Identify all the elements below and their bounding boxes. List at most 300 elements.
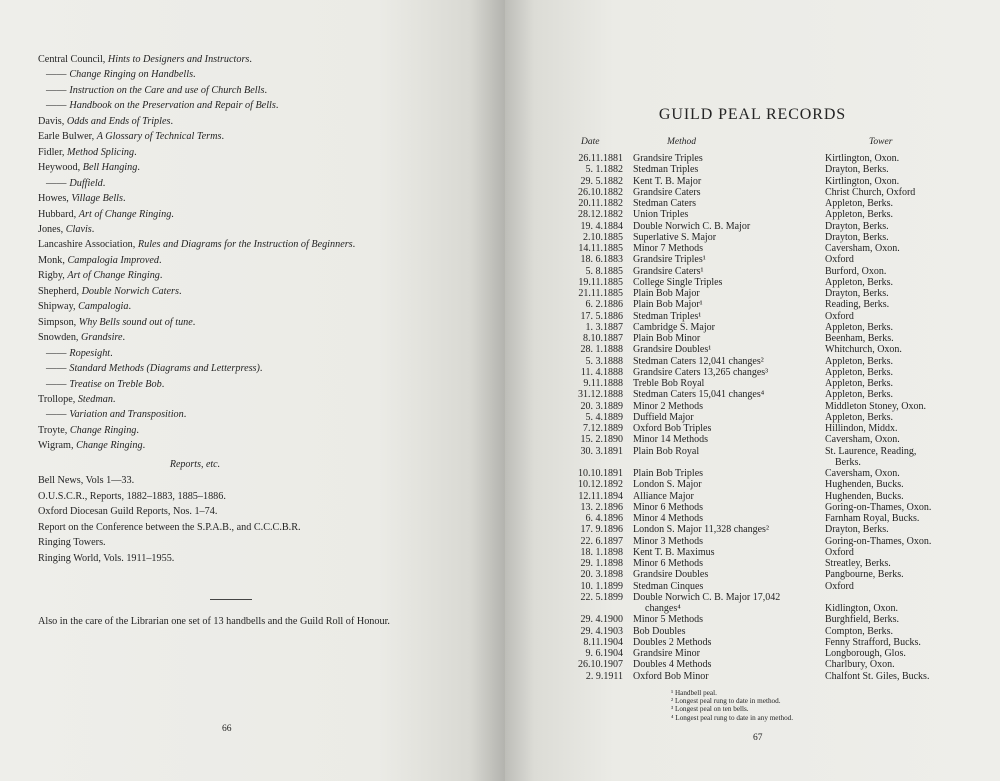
peal-tower [825, 581, 854, 592]
peal-date: 2.10.1885 [583, 231, 623, 243]
peal-method [633, 367, 768, 378]
peal-tower [825, 389, 893, 400]
tower-continuation: Berks. [835, 456, 861, 468]
work-title: Art of Change Ringing [67, 270, 160, 282]
tower-text: Charlbury, Oxon. [825, 659, 895, 671]
punctuation: . [159, 254, 162, 266]
peal-method [633, 592, 780, 615]
tower-text: Reading, Berks. [825, 299, 890, 311]
peal-method [633, 243, 703, 254]
sub-entry-dash: —— [46, 409, 67, 421]
peal-tower [825, 468, 900, 479]
peal-tower [825, 367, 893, 378]
table-row [505, 367, 1000, 378]
peal-date: 28. 1.1888 [580, 344, 623, 356]
table-row [505, 299, 1000, 310]
peal-tower [825, 401, 926, 412]
work-title: Campalogia [78, 301, 129, 313]
punctuation: . [183, 409, 187, 421]
peal-date: 1. 3.1887 [585, 321, 623, 333]
tower-text: Whitchurch, Oxon. [825, 344, 902, 356]
method-text: Bob Doubles [633, 625, 686, 637]
punctuation: . [102, 177, 106, 189]
peal-date: 29. 4.1903 [580, 625, 623, 637]
peal-tower [825, 434, 900, 445]
peal-tower [825, 277, 893, 288]
header-date: Date [581, 137, 600, 147]
footnotes [671, 689, 793, 722]
report-entry: Ringing World, Vols. 1911–1955. [38, 552, 175, 564]
peal-tower [825, 491, 904, 502]
peal-date: 10. 1.1899 [580, 580, 623, 592]
method-text: Minor 7 Methods [633, 243, 703, 254]
work-title: Campalogia Improved [67, 254, 160, 266]
work-title: Duffield [69, 177, 103, 189]
method-text: Stedman Caters 12,041 changes² [633, 355, 764, 367]
peal-method [633, 299, 703, 310]
peal-tower [825, 299, 889, 310]
sub-entry-dash: —— [46, 363, 67, 375]
table-row [505, 569, 1000, 580]
bibliography-entry [38, 299, 478, 314]
method-text: Minor 6 Methods [633, 558, 703, 569]
tower-text: Goring-on-Thames, Oxon. [825, 501, 932, 513]
sub-entry-dash: —— [46, 177, 67, 189]
method-text: Cambridge S. Major [633, 321, 715, 333]
method-text: Plain Bob Major [633, 288, 700, 299]
peal-tower [825, 266, 886, 277]
tower-text: Caversham, Oxon. [825, 468, 900, 479]
table-row [505, 164, 1000, 175]
tower-text: Oxford [825, 310, 854, 322]
peal-method [633, 626, 686, 637]
work-title: Method Splicing [67, 146, 135, 158]
table-row [505, 423, 1000, 434]
tower-text: Chalfont St. Giles, Bucks. [825, 670, 930, 682]
peal-tower [825, 198, 893, 209]
author: Hubbard, [38, 208, 79, 220]
peal-date: 6. 2.1886 [585, 299, 623, 311]
peal-tower [825, 176, 899, 187]
table-row [505, 187, 1000, 198]
peal-date: 2. 9.1911 [585, 670, 623, 682]
punctuation: . [249, 54, 252, 65]
peal-date: 11. 4.1888 [580, 366, 623, 378]
tower-text: Appleton, Berks. [825, 321, 894, 333]
table-row [505, 389, 1000, 400]
method-text: Stedman Cinques [633, 580, 704, 592]
punctuation: . [91, 223, 95, 235]
peal-date: 30. 3.1891 [580, 445, 623, 457]
author: Earle Bulwer, [38, 131, 97, 143]
peal-method [633, 648, 700, 659]
method-text: Oxford Bob Triples [633, 423, 712, 434]
tower-text: Drayton, Berks. [825, 524, 889, 536]
table-row [505, 209, 1000, 220]
bibliography-entry [38, 315, 478, 330]
tower-text: Appleton, Berks. [825, 366, 894, 378]
table-row [505, 378, 1000, 389]
table-row [505, 153, 1000, 164]
peal-tower [825, 164, 889, 175]
method-text: Kent T. B. Major [633, 175, 702, 187]
table-row [505, 626, 1000, 637]
peal-date: 29. 5.1882 [580, 175, 623, 187]
peal-method [633, 446, 699, 457]
work-title: Instruction on the Care and use of Church Bells [69, 84, 265, 96]
sub-entry-dash: —— [46, 347, 67, 359]
bibliography-entry [38, 361, 478, 376]
table-row [505, 322, 1000, 333]
peal-date: 17. 9.1896 [580, 524, 623, 536]
librarian-note: Also in the care of the Librarian one set of 13 handbells and the Guild Roll of Honour. [38, 616, 390, 627]
peal-tower [825, 626, 893, 637]
punctuation: . [192, 316, 196, 328]
peal-tower [825, 547, 854, 558]
peal-date: 20. 3.1898 [580, 569, 623, 581]
table-row [505, 547, 1000, 558]
peal-date: 5. 8.1885 [585, 265, 623, 277]
tower-text: Appleton, Berks. [825, 378, 894, 389]
peal-method [633, 614, 703, 625]
author: Wigram, [38, 440, 77, 452]
method-text: Stedman Caters [633, 198, 697, 209]
method-text: Oxford Bob Minor [633, 670, 709, 682]
peal-method [633, 479, 702, 490]
peal-method [633, 153, 703, 164]
bibliography-entry [38, 268, 478, 283]
method-text: Double Norwich C. B. Major 17,042 [633, 591, 781, 603]
peal-tower [825, 344, 902, 355]
tower-text: Hughenden, Bucks. [825, 479, 904, 491]
peal-method [633, 671, 709, 682]
footnote: ⁴ Longest peal rung to date in any method. [671, 713, 794, 722]
peal-method [633, 176, 701, 187]
method-text: Alliance Major [633, 490, 694, 502]
peal-date: 17. 5.1886 [580, 310, 623, 322]
peal-date: 12.11.1894 [578, 490, 623, 502]
method-text: Minor 4 Methods [633, 513, 703, 524]
peal-tower [825, 446, 916, 469]
peal-method [633, 558, 703, 569]
peal-method [633, 423, 711, 434]
peal-tower [825, 288, 889, 299]
method-text: Stedman Triples [633, 164, 699, 176]
peal-method [633, 659, 711, 670]
footnote: ³ Longest peal on ten bells. [671, 705, 749, 714]
peal-tower [825, 479, 904, 490]
bibliography-entry [38, 145, 478, 160]
bibliography-entry [38, 284, 478, 299]
tower-text: Oxford [825, 254, 854, 266]
author: Davis, [38, 115, 67, 127]
author: Howes, [38, 193, 72, 205]
page-title: GUILD PEAL RECORDS [658, 106, 847, 123]
author: Troyte, [38, 424, 70, 436]
peal-date: 22. 6.1897 [580, 535, 623, 547]
bibliography-entry [38, 52, 478, 67]
peal-tower [825, 187, 915, 198]
tower-text: Middleton Stoney, Oxon. [825, 400, 927, 412]
tower-text: Appleton, Berks. [825, 389, 894, 401]
tower-text: Kirtlington, Oxon. [825, 153, 900, 164]
peal-date: 9.11.1888 [583, 378, 623, 389]
bibliography-entry [38, 438, 478, 453]
table-row [505, 311, 1000, 322]
bibliography-list [38, 52, 478, 454]
peal-date: 5. 4.1889 [585, 411, 623, 423]
method-text: Doubles 4 Methods [633, 659, 712, 671]
punctuation: . [134, 146, 137, 158]
peal-date: 18. 1.1898 [580, 546, 623, 558]
work-title: Change Ringing [76, 440, 143, 452]
bibliography-entry [38, 222, 478, 237]
peal-method [633, 468, 703, 479]
page-number-right: 67 [753, 733, 763, 743]
sub-entry-dash: —— [46, 69, 67, 81]
tower-text: Pangbourne, Berks. [825, 569, 904, 581]
peal-tower [825, 524, 889, 535]
table-row [505, 232, 1000, 243]
work-title: Hints to Designers and Instructors [107, 54, 250, 65]
peal-method [633, 187, 700, 198]
punctuation: . [221, 131, 224, 143]
work-title: Rules and Diagrams for the Instruction of Beginners [137, 239, 353, 251]
peal-tower [825, 659, 895, 670]
peal-method [633, 502, 703, 513]
bibliography-entry [38, 377, 478, 392]
work-title: Clavis [65, 223, 92, 235]
tower-text: Caversham, Oxon. [825, 243, 900, 254]
peal-date: 8.10.1887 [583, 333, 623, 344]
table-row [505, 356, 1000, 367]
peal-date: 19. 4.1884 [580, 220, 623, 232]
peal-tower [825, 311, 854, 322]
peal-method [633, 412, 694, 423]
method-text: Superlative S. Major [633, 231, 717, 243]
peal-date: 26.10.1882 [578, 186, 623, 198]
peal-method [633, 491, 694, 502]
peal-tower [825, 412, 893, 423]
peal-method [633, 536, 703, 547]
peal-tower [825, 378, 893, 389]
punctuation: . [171, 208, 174, 220]
report-entry: Ringing Towers. [38, 537, 106, 549]
table-row [505, 592, 1000, 615]
tower-text: Caversham, Oxon. [825, 434, 900, 446]
tower-text: Appleton, Berks. [825, 198, 894, 209]
peal-date: 29. 4.1900 [580, 614, 623, 626]
peal-tower [825, 536, 931, 547]
peal-tower [825, 603, 898, 614]
right-page [505, 0, 1000, 781]
work-title: Ropesight [69, 347, 111, 359]
work-title: Variation and Transposition [69, 409, 184, 421]
peal-date: 21.11.1885 [578, 288, 623, 299]
method-text: Grandsire Doubles¹ [633, 344, 712, 356]
peal-method [633, 311, 701, 322]
method-text: Minor 3 Methods [633, 535, 703, 547]
sub-entry-dash: —— [46, 378, 67, 390]
table-row [505, 176, 1000, 187]
author: Lancashire Association, [38, 239, 138, 251]
peal-date: 22. 5.1899 [580, 591, 623, 603]
peal-date: 31.12.1888 [578, 389, 623, 401]
table-row [505, 344, 1000, 355]
peal-date: 8.11.1904 [583, 636, 623, 648]
peal-date: 5. 3.1888 [585, 355, 623, 367]
bibliography-entry [38, 346, 478, 361]
punctuation: . [136, 424, 139, 436]
table-row [505, 581, 1000, 592]
tower-text: Hillindon, Middx. [825, 423, 898, 434]
method-text: Plain Bob Major¹ [633, 299, 703, 311]
punctuation: . [142, 440, 146, 452]
bibliography-entry [38, 207, 478, 222]
peal-method [633, 389, 764, 400]
author: Simpson, [38, 316, 79, 328]
table-row [505, 524, 1000, 535]
tower-text: Christ Church, Oxford [825, 186, 916, 198]
table-row [505, 401, 1000, 412]
peal-date: 29. 1.1898 [580, 558, 623, 569]
tower-text: Burford, Oxon. [825, 265, 887, 277]
punctuation: . [159, 270, 163, 282]
author: Trollope, [38, 393, 78, 405]
tower-text: Drayton, Berks. [825, 220, 889, 232]
tower-text: Appleton, Berks. [825, 276, 894, 288]
work-title: Why Bells sound out of tune [78, 316, 193, 328]
punctuation: . [275, 100, 279, 112]
work-title: Art of Change Ringing [78, 208, 172, 220]
method-text: Grandsire Minor [633, 648, 700, 659]
peal-tower [825, 502, 931, 513]
punctuation: . [110, 347, 113, 359]
punctuation: . [112, 393, 116, 405]
reports-list [38, 473, 478, 567]
tower-text: St. Laurence, Reading, [825, 445, 917, 457]
table-row [505, 288, 1000, 299]
peal-method [633, 378, 704, 389]
report-entry: Oxford Diocesan Guild Reports, Nos. 1–74. [38, 506, 218, 518]
table-row [505, 198, 1000, 209]
bibliography-entry [38, 191, 478, 206]
peal-method [633, 434, 708, 445]
report-entry: Report on the Conference between the S.P.A.B., and C.C.C.B.R. [38, 521, 301, 533]
tower-text: Hughenden, Bucks. [825, 490, 904, 502]
table-row [505, 221, 1000, 232]
punctuation: . [178, 285, 182, 297]
peal-date: 10.12.1892 [578, 479, 623, 491]
peal-date: 5. 1.1882 [585, 164, 623, 176]
work-title: Handbook on the Preservation and Repair of Bells [69, 100, 276, 112]
work-title: Change Ringing [69, 424, 137, 436]
peal-tower [825, 221, 889, 232]
method-text: Minor 5 Methods [633, 614, 703, 626]
peal-tower [825, 648, 906, 659]
method-text: Grandsire Caters 13,265 changes³ [633, 366, 769, 378]
table-row [505, 614, 1000, 625]
work-title: Change Ringing on Handbells [69, 69, 194, 81]
method-text: Grandsire Triples¹ [633, 254, 706, 266]
tower-text: Burghfield, Berks. [825, 614, 899, 626]
table-row [505, 412, 1000, 423]
tower-text: Kirtlington, Oxon. [825, 175, 900, 187]
sub-entry-dash: —— [46, 84, 67, 96]
peal-method [633, 221, 750, 232]
table-row [505, 558, 1000, 569]
method-text: Grandsire Doubles [633, 569, 709, 581]
peal-date: 19.11.1885 [578, 276, 623, 288]
work-title: Stedman [77, 393, 113, 405]
table-row [505, 254, 1000, 265]
bibliography-entry [38, 392, 478, 407]
peal-tower [825, 322, 893, 333]
work-title: Double Norwich Caters [81, 285, 179, 297]
footnote: ² Longest peal rung to date in method. [671, 697, 781, 706]
peal-method [633, 322, 715, 333]
peal-method [633, 254, 706, 265]
peal-tower [825, 637, 921, 648]
tower-text: Kidlington, Oxon. [825, 603, 899, 614]
report-entry: O.U.S.C.R., Reports, 1882–1883, 1885–1886. [38, 490, 226, 502]
bibliography-entry [38, 423, 478, 438]
method-text: Plain Bob Royal [633, 445, 700, 457]
tower-text: Drayton, Berks. [825, 231, 889, 243]
table-row [505, 536, 1000, 547]
peal-method [633, 356, 764, 367]
table-row [505, 513, 1000, 524]
table-row [505, 243, 1000, 254]
peal-date: 28.12.1882 [578, 209, 623, 221]
punctuation: . [170, 115, 174, 127]
tower-text: Appleton, Berks. [825, 411, 894, 423]
peal-method [633, 524, 769, 535]
method-text: College Single Triples [633, 276, 723, 288]
tower-text: Compton, Berks. [825, 625, 894, 637]
punctuation: . [161, 378, 165, 390]
method-text: Minor 2 Methods [633, 400, 703, 412]
method-text: Double Norwich C. B. Major [633, 220, 751, 232]
table-row [505, 434, 1000, 445]
bibliography-entry [38, 114, 478, 129]
punctuation: . [122, 332, 126, 344]
tower-text: Farnham Royal, Bucks. [825, 513, 920, 524]
table-row [505, 446, 1000, 469]
punctuation: . [137, 162, 140, 174]
peal-records-table [505, 153, 1000, 682]
method-text: London S. Major [633, 479, 702, 491]
work-title: Odds and Ends of Triples [66, 115, 171, 127]
peal-tower [825, 423, 898, 434]
author: Rigby, [38, 270, 68, 282]
tower-text: Longborough, Glos. [825, 648, 906, 659]
peal-tower [825, 243, 900, 254]
peal-tower [825, 671, 929, 682]
peal-date: 6. 4.1896 [585, 513, 623, 524]
method-text: Minor 6 Methods [633, 501, 703, 513]
peal-date: 9. 6.1904 [585, 648, 623, 659]
peal-date: 20. 3.1889 [580, 400, 623, 412]
peal-date: 18. 6.1883 [580, 254, 623, 266]
punctuation: . [193, 69, 196, 81]
header-tower: Tower [869, 137, 893, 147]
method-text: Union Triples [633, 209, 689, 221]
method-text: Doubles 2 Methods [633, 636, 712, 648]
peal-method [633, 288, 700, 299]
method-text: Treble Bob Royal [633, 378, 705, 389]
header-method: Method [667, 137, 697, 147]
